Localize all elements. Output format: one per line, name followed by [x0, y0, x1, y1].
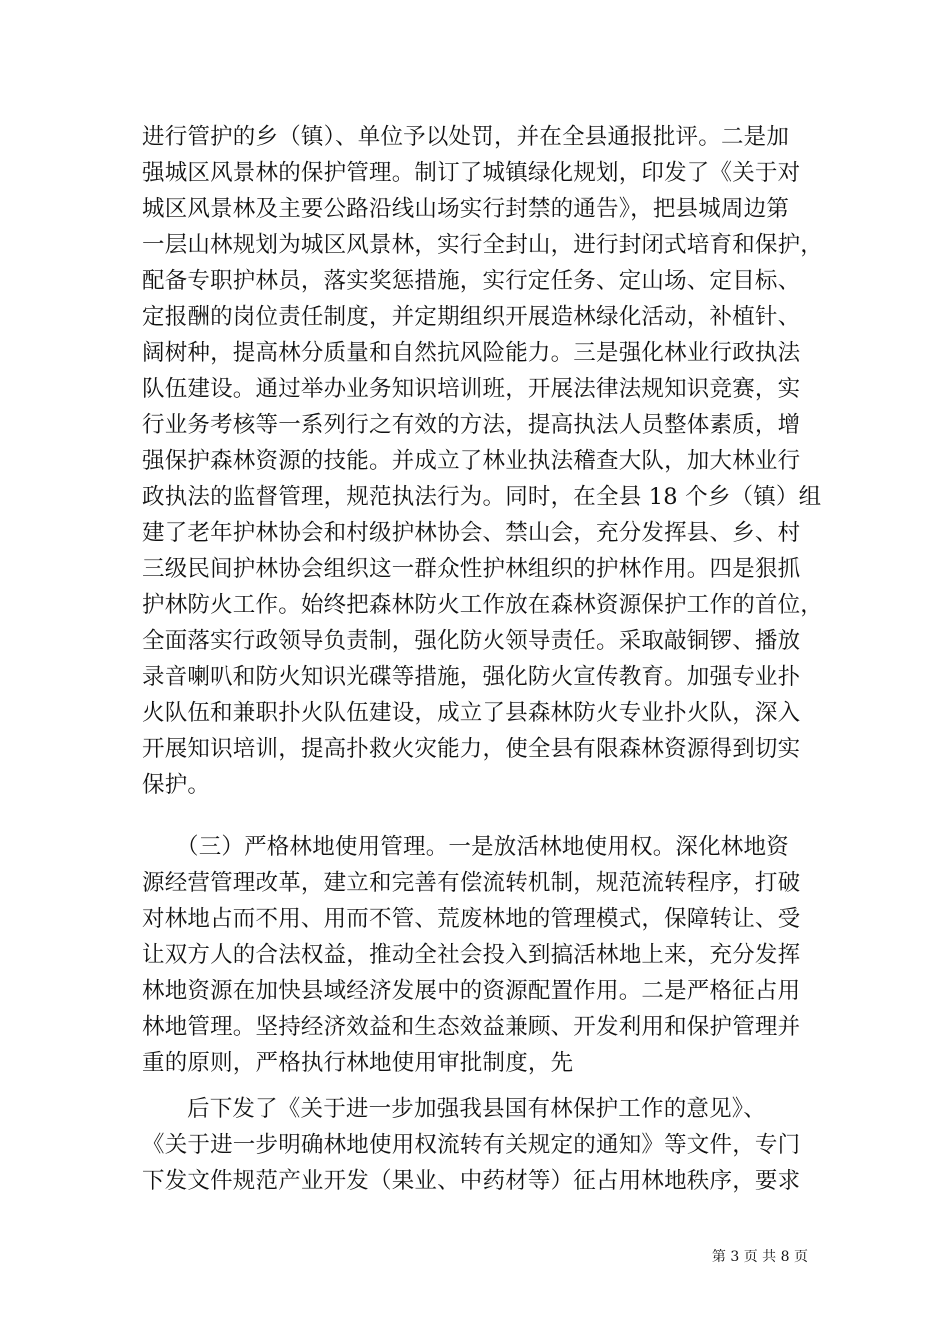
paragraph-1-line-7: 阔树种，提高林分质量和自然抗风险能力。三是强化林业行政执法	[142, 340, 801, 366]
paragraph-1-line-16: 录音喇叭和防火知识光碟等措施，强化防火宣传教育。加强专业扑	[142, 664, 801, 690]
paragraph-2-line-4: 让双方人的合法权益，推动全社会投入到搞活林地上来，充分发挥	[142, 942, 801, 968]
paragraph-1-line-11: 政执法的监督管理，规范执法行为。同时，在全县 18 个乡（镇）组	[142, 484, 822, 510]
paragraph-3-line-2: 《关于进一步明确林地使用权流转有关规定的通知》等文件，专门	[142, 1132, 801, 1158]
paragraph-1-line-2: 强城区风景林的保护管理。制订了城镇绿化规划，印发了《关于对	[142, 160, 801, 186]
paragraph-2-line-5: 林地资源在加快县域经济发展中的资源配置作用。二是严格征占用	[142, 978, 801, 1004]
paragraph-1-line-14: 护林防火工作。始终把森林防火工作放在森林资源保护工作的首位，	[142, 592, 824, 618]
paragraph-1-line-9: 行业务考核等一系列行之有效的方法，提高执法人员整体素质，增	[142, 412, 801, 438]
paragraph-1-line-17: 火队伍和兼职扑火队伍建设，成立了县森林防火专业扑火队，深入	[142, 700, 801, 726]
paragraph-1-line-19: 保护。	[142, 772, 211, 798]
paragraph-1-line-10: 强保护森林资源的技能。并成立了林业执法稽查大队，加大林业行	[142, 448, 801, 474]
paragraph-1-line-18: 开展知识培训，提高扑救火灾能力，使全县有限森林资源得到切实	[142, 736, 801, 762]
paragraph-2-line-2: 源经营管理改革，建立和完善有偿流转机制，规范流转程序，打破	[142, 870, 801, 896]
paragraph-3-line-1: 后下发了《关于进一步加强我县国有林保护工作的意见》、	[187, 1096, 766, 1122]
paragraph-1-line-1: 进行管护的乡（镇）、单位予以处罚，并在全县通报批评。二是加	[142, 124, 790, 150]
paragraph-3-line-3: 下发文件规范产业开发（果业、中药材等）征占用林地秩序，要求	[142, 1168, 801, 1194]
page-number-footer: 第 3 页 共 8 页	[711, 1249, 808, 1265]
paragraph-1-line-3: 城区风景林及主要公路沿线山场实行封禁的通告》，把县城周边第	[142, 196, 790, 222]
paragraph-2-line-6: 林地管理。坚持经济效益和生态效益兼顾、开发利用和保护管理并	[142, 1014, 801, 1040]
paragraph-1-line-12: 建了老年护林协会和村级护林协会、禁山会，充分发挥县、乡、村	[142, 520, 801, 546]
paragraph-2-line-3: 对林地占而不用、用而不管、荒废林地的管理模式，保障转让、受	[142, 906, 801, 932]
paragraph-1-line-4: 一层山林规划为城区风景林，实行全封山，进行封闭式培育和保护，	[142, 232, 824, 258]
paragraph-1-line-13: 三级民间护林协会组织这一群众性护林组织的护林作用。四是狠抓	[142, 556, 801, 582]
paragraph-1-line-5: 配备专职护林员，落实奖惩措施，实行定任务、定山场、定目标、	[142, 268, 801, 294]
paragraph-1-line-8: 队伍建设。通过举办业务知识培训班，开展法律法规知识竞赛，实	[142, 376, 801, 402]
paragraph-2-line-7: 重的原则，严格执行林地使用审批制度，先	[142, 1050, 574, 1076]
paragraph-1-line-15: 全面落实行政领导负责制，强化防火领导责任。采取敲铜锣、播放	[142, 628, 801, 654]
paragraph-1-line-6: 定报酬的岗位责任制度，并定期组织开展造林绿化活动，补植针、	[142, 304, 801, 330]
paragraph-2-line-1: （三）严格林地使用管理。一是放活林地使用权。深化林地资	[176, 834, 789, 860]
